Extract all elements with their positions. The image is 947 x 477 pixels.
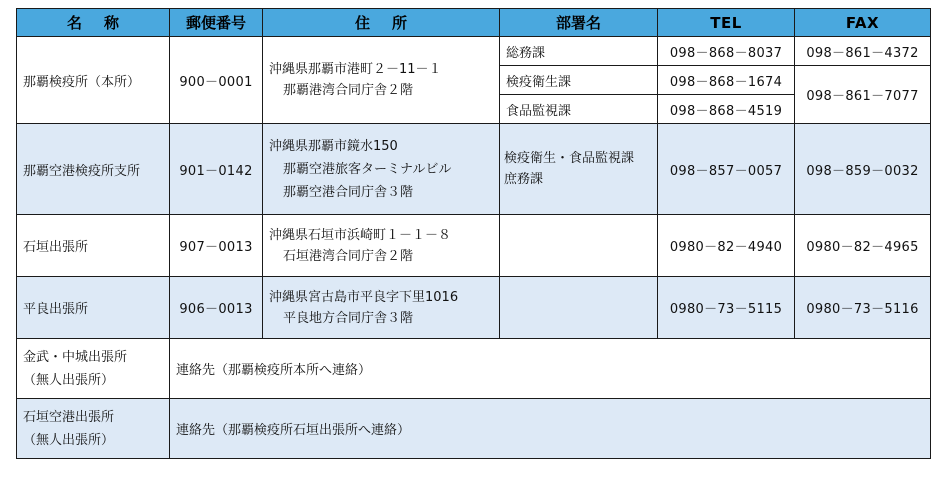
address-cell: [263, 37, 500, 124]
department-cell: [500, 124, 658, 215]
header-postal: 郵便番号: [170, 9, 263, 37]
header-address: 住所: [263, 9, 500, 37]
office-name-cell: [17, 339, 170, 399]
office-name: 那覇空港検疫所支所: [17, 124, 170, 215]
department-name: 検疫衛生・食品監視課: [504, 151, 635, 166]
office-name: 金武・中城出張所: [23, 349, 128, 365]
row-naha-main: [17, 37, 931, 66]
tel-number: 098－857－0057: [658, 124, 795, 215]
contact-note: 連絡先（那覇検疫所石垣出張所へ連絡）: [170, 399, 931, 459]
office-name: 石垣空港出張所: [23, 409, 115, 425]
postal-code: 901－0142: [170, 124, 263, 215]
tel-number: 0980－82－4940: [658, 215, 795, 277]
address-cell: [263, 277, 500, 339]
department-name: 食品監視課: [500, 95, 658, 124]
postal-code: 900－0001: [170, 37, 263, 124]
quarantine-office-table: [16, 8, 931, 459]
office-note: （無人出張所）: [23, 432, 115, 448]
address-line: 平良地方合同庁舎３階: [283, 310, 414, 326]
fax-number: 098－861－4372: [795, 37, 931, 66]
postal-code: 907－0013: [170, 215, 263, 277]
header-tel: TEL: [658, 9, 795, 37]
address-cell: [263, 124, 500, 215]
address-line: 那覇空港合同庁舎３階: [283, 184, 414, 200]
address-line: 沖縄県那覇市港町２－11－１: [269, 62, 442, 77]
contact-note: 連絡先（那覇検疫所本所へ連絡）: [170, 339, 931, 399]
header-name: 名称: [17, 9, 170, 37]
address-line: 那覇空港旅客ターミナルビル: [283, 161, 452, 177]
address-line: 沖縄県那覇市鏡水150: [269, 138, 398, 154]
office-name-cell: [17, 399, 170, 459]
address-line: 沖縄県石垣市浜崎町１－１－８: [269, 227, 452, 243]
row-kin-nakagusuku: [17, 339, 931, 399]
row-naha-airport: [17, 124, 931, 215]
office-name: 平良出張所: [17, 277, 170, 339]
fax-number: 098－861－7077: [795, 66, 931, 124]
header-department: 部署名: [500, 9, 658, 37]
address-line: 沖縄県宮古島市平良字下里1016: [269, 289, 459, 305]
department-name: 庶務課: [504, 172, 544, 187]
fax-number: 098－859－0032: [795, 124, 931, 215]
department-name: 検疫衛生課: [500, 66, 658, 95]
department-name: 総務課: [500, 37, 658, 66]
tel-number: 0980－73－5115: [658, 277, 795, 339]
tel-number: 098－868－1674: [658, 66, 795, 95]
office-name: 石垣出張所: [17, 215, 170, 277]
department-cell: [500, 215, 658, 277]
row-hirara: [17, 277, 931, 339]
department-cell: [500, 277, 658, 339]
row-ishigaki: [17, 215, 931, 277]
tel-number: 098－868－8037: [658, 37, 795, 66]
row-ishigaki-airport: [17, 399, 931, 459]
fax-number: 0980－82－4965: [795, 215, 931, 277]
address-cell: [263, 215, 500, 277]
postal-code: 906－0013: [170, 277, 263, 339]
header-row: [17, 9, 931, 37]
header-fax: FAX: [795, 9, 931, 37]
address-line: 那覇港湾合同庁舎２階: [283, 83, 414, 98]
office-name: 那覇検疫所（本所）: [17, 37, 170, 124]
address-line: 石垣港湾合同庁舎２階: [283, 248, 414, 264]
office-note: （無人出張所）: [23, 372, 115, 388]
tel-number: 098－868－4519: [658, 95, 795, 124]
fax-number: 0980－73－5116: [795, 277, 931, 339]
